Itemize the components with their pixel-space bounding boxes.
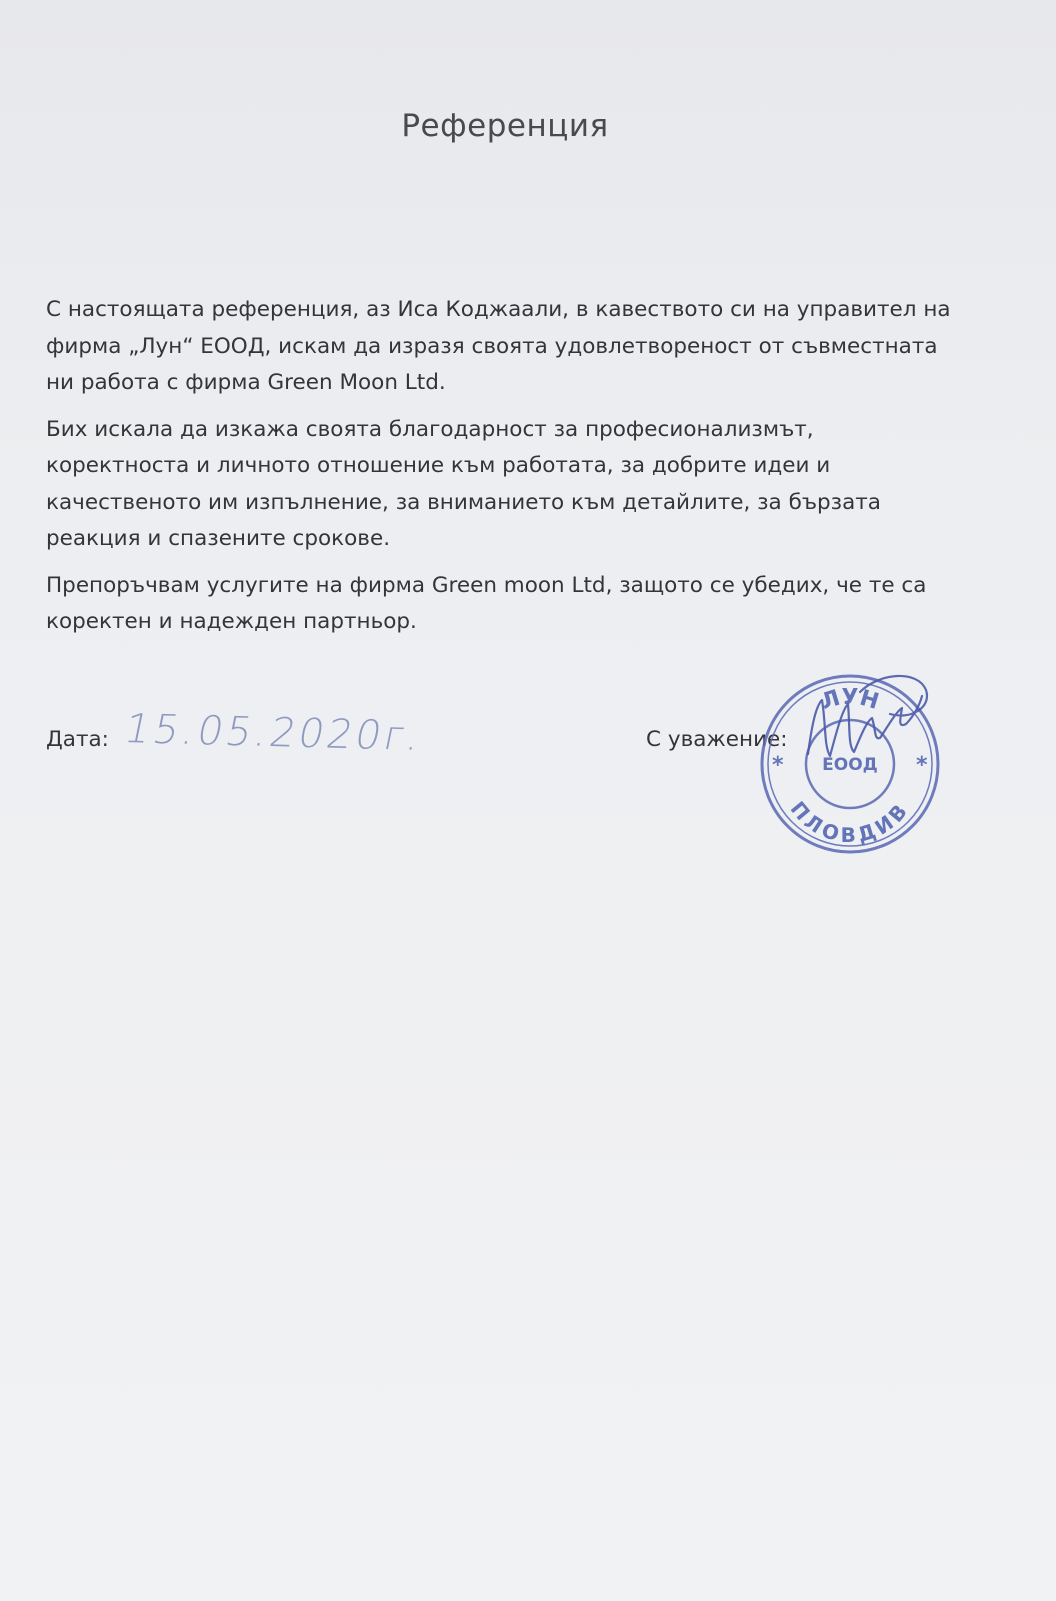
document-title: Референция <box>401 108 609 144</box>
stamp-star-left: * <box>772 753 784 778</box>
stamp-middle-text: ЕООД <box>822 755 878 775</box>
regards-label: С уважение: <box>646 727 788 752</box>
company-stamp <box>750 664 950 864</box>
paragraph-gratitude: Бих искала да изкажа своята благодарност за професионализмът, коректноста и личното отношение към работата, за добрите идеи и качественото им изпълнение, за вниманието към детайлите, за бързата реакция и спазените срокове. <box>46 416 881 551</box>
stamp-top-text: ЛУН <box>818 684 882 715</box>
paragraph-recommendation: Препоръчвам услугите на фирма Green moon Ltd, защото се убедих, че те са коректен и надежден партньор. <box>46 572 927 634</box>
date-value-handwritten: 15.05.2020г. <box>120 706 427 760</box>
paragraph-intro: С настоящата референция, аз Иса Коджаали, в кавеството си на управител на фирма „Лун“ ЕООД, искам да изразя своята удовлетвореност от съвместната ни работа с фирма Green Moon Ltd. <box>46 297 951 395</box>
document-body <box>46 292 996 651</box>
stamp-bottom-text: ПЛОВДИВ <box>785 796 915 848</box>
date-label: Дата: <box>46 727 109 752</box>
stamp-star-right: * <box>916 753 928 778</box>
